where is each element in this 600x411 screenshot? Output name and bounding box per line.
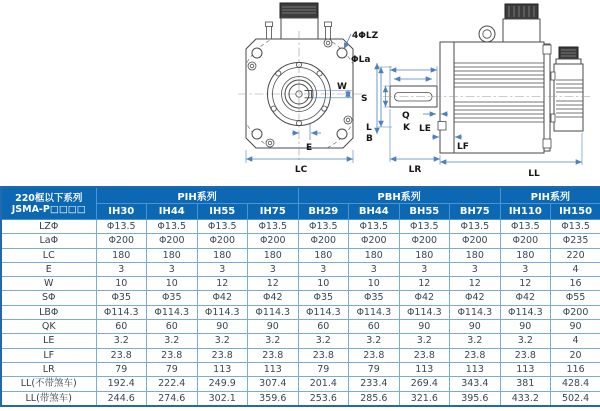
cell: Φ13.5 — [349, 220, 400, 234]
cell: 23.8 — [96, 348, 147, 362]
cell: Φ13.5 — [197, 220, 248, 234]
table-row — [1, 234, 600, 248]
dim-label-lf: LF — [457, 142, 469, 152]
table-row — [1, 320, 600, 334]
cell: 3.2 — [399, 334, 450, 348]
cell: 60 — [96, 320, 147, 334]
cell: Φ114.3 — [399, 305, 450, 319]
cell: 23.8 — [500, 348, 551, 362]
front-connector — [266, 3, 332, 39]
cell: 16 — [551, 277, 600, 291]
cell: Φ114.3 — [500, 305, 551, 319]
cell: 23.8 — [298, 348, 349, 362]
cell: 90 — [500, 320, 551, 334]
cell: Φ13.5 — [96, 220, 147, 234]
cell: 10 — [298, 277, 349, 291]
table-row — [1, 348, 600, 362]
row-label: LC — [1, 248, 96, 262]
cell: Φ13.5 — [450, 220, 501, 234]
cell: Φ42 — [450, 291, 501, 305]
cell: Φ235 — [551, 234, 600, 248]
table-row — [1, 277, 600, 291]
cell: Φ13.5 — [551, 220, 600, 234]
cell: 116 — [551, 362, 600, 376]
dim-label-4philz: 4ΦLZ — [352, 31, 379, 41]
column-group-header: PBH系列 — [298, 187, 500, 204]
dim-label-q: Q — [402, 111, 410, 121]
cell: 12 — [197, 277, 248, 291]
cell: 3.2 — [500, 334, 551, 348]
cell: 12 — [399, 277, 450, 291]
cell: Φ200 — [450, 234, 501, 248]
cell: 269.4 — [399, 377, 450, 391]
encoder-section — [551, 47, 583, 131]
cell: 3.2 — [248, 334, 299, 348]
cell: Φ55 — [551, 291, 600, 305]
column-header: BH44 — [349, 204, 400, 220]
cell: 244.6 — [96, 391, 147, 406]
table-row — [1, 305, 600, 319]
cell: Φ114.3 — [96, 305, 147, 319]
cell: Φ35 — [349, 291, 400, 305]
cell: Φ200 — [551, 305, 600, 319]
cell: 321.6 — [399, 391, 450, 406]
mounting-hole — [337, 129, 347, 139]
cell: 79 — [96, 362, 147, 376]
cell: 60 — [298, 320, 349, 334]
cell: 180 — [248, 248, 299, 262]
cell: Φ35 — [298, 291, 349, 305]
cell: 90 — [551, 320, 600, 334]
dim-label-l: L — [366, 123, 372, 133]
cell: 12 — [450, 277, 501, 291]
dim-label-lc: LC — [294, 165, 308, 175]
cell: 428.4 — [551, 377, 600, 391]
cell: 90 — [197, 320, 248, 334]
cell: 79 — [298, 362, 349, 376]
cell: 23.8 — [147, 348, 198, 362]
column-group-header: PIH系列 — [96, 187, 298, 204]
cell: 23.8 — [197, 348, 248, 362]
table-row — [1, 291, 600, 305]
cell: 180 — [197, 248, 248, 262]
column-header: IH110 — [500, 204, 551, 220]
cell: Φ42 — [399, 291, 450, 305]
cell: 180 — [450, 248, 501, 262]
table-row — [1, 391, 600, 406]
table-row — [1, 334, 600, 348]
cell: 12 — [248, 277, 299, 291]
cell: 23.8 — [248, 348, 299, 362]
cell: 113 — [450, 362, 501, 376]
eyebolt — [479, 26, 495, 42]
cell: Φ114.3 — [298, 305, 349, 319]
cell: 395.6 — [450, 391, 501, 406]
cell: 113 — [399, 362, 450, 376]
mounting-hole — [252, 48, 262, 58]
dim-label-ll: LL — [528, 169, 540, 179]
cell: 307.4 — [248, 377, 299, 391]
row-label: W — [1, 277, 96, 291]
column-header: IH30 — [96, 204, 147, 220]
cell: 90 — [450, 320, 501, 334]
cell: 3.2 — [349, 334, 400, 348]
row-label: LR — [1, 362, 96, 376]
row-label: LaΦ — [1, 234, 96, 248]
cell: 3 — [298, 262, 349, 276]
row-label: QK — [1, 320, 96, 334]
cell: Φ114.3 — [248, 305, 299, 319]
cell: 79 — [349, 362, 400, 376]
cell: 90 — [399, 320, 450, 334]
row-label: LF — [1, 348, 96, 362]
dim-label-lr: LR — [408, 165, 422, 175]
cell: Φ42 — [500, 291, 551, 305]
cell: 23.8 — [399, 348, 450, 362]
drawing-side-view — [383, 4, 592, 153]
cell: Φ200 — [96, 234, 147, 248]
cell: 381 — [500, 377, 551, 391]
cell: 201.4 — [298, 377, 349, 391]
cell: Φ35 — [147, 291, 198, 305]
cell: 20 — [551, 348, 600, 362]
mounting-hole — [252, 129, 262, 139]
cell: 433.2 — [500, 391, 551, 406]
dim-label-s: S — [361, 94, 368, 104]
cell: 3.2 — [298, 334, 349, 348]
cell: Φ200 — [399, 234, 450, 248]
cell: 10 — [349, 277, 400, 291]
cell: 10 — [147, 277, 198, 291]
cell: Φ13.5 — [500, 220, 551, 234]
row-label: LL(带煞车) — [1, 391, 96, 406]
cell: 302.1 — [197, 391, 248, 406]
technical-drawing — [0, 0, 600, 186]
column-header: IH44 — [147, 204, 198, 220]
column-group-header: PIH系列 — [500, 187, 600, 204]
cell: 60 — [349, 320, 400, 334]
cell: 3.2 — [147, 334, 198, 348]
cell: Φ13.5 — [248, 220, 299, 234]
cell: 3 — [248, 262, 299, 276]
cell: 79 — [147, 362, 198, 376]
cell: Φ114.3 — [197, 305, 248, 319]
side-connector — [503, 4, 540, 42]
cell: 60 — [147, 320, 198, 334]
cell: 3 — [500, 262, 551, 276]
table-corner-header — [1, 187, 96, 220]
cell: Φ35 — [96, 291, 147, 305]
row-label: LBΦ — [1, 305, 96, 319]
column-header: BH75 — [450, 204, 501, 220]
cell: 3.2 — [96, 334, 147, 348]
column-header: BH29 — [298, 204, 349, 220]
dim-label-w: W — [337, 82, 347, 92]
cell: 343.4 — [450, 377, 501, 391]
cell: Φ13.5 — [147, 220, 198, 234]
cell: 192.4 — [96, 377, 147, 391]
cell: 3 — [450, 262, 501, 276]
cell: 3 — [96, 262, 147, 276]
cell: 4 — [551, 334, 600, 348]
cell: 180 — [147, 248, 198, 262]
row-label: LL(不带煞车) — [1, 377, 96, 391]
cell: 113 — [248, 362, 299, 376]
dim-label-e: E — [306, 143, 313, 153]
dim-label-k: K — [403, 123, 410, 133]
cell: Φ114.3 — [349, 305, 400, 319]
cell: Φ13.5 — [298, 220, 349, 234]
cell: 4 — [551, 262, 600, 276]
cell: 233.4 — [349, 377, 400, 391]
cell: 3 — [147, 262, 198, 276]
cell: 253.6 — [298, 391, 349, 406]
row-label: LZΦ — [1, 220, 96, 234]
table-row — [1, 220, 600, 234]
cell: 359.6 — [248, 391, 299, 406]
cell: Φ13.5 — [399, 220, 450, 234]
cell: 222.4 — [147, 377, 198, 391]
cell: Φ42 — [197, 291, 248, 305]
dimension-table — [0, 186, 600, 407]
row-label: SΦ — [1, 291, 96, 305]
corner-header-line: 220框以下系列 — [15, 192, 83, 204]
dim-label-b: B — [366, 134, 373, 144]
table-row — [1, 262, 600, 276]
cell: 3.2 — [450, 334, 501, 348]
cell: 180 — [500, 248, 551, 262]
cell: 23.8 — [450, 348, 501, 362]
cell: 285.6 — [349, 391, 400, 406]
cell: 274.6 — [147, 391, 198, 406]
dim-label-le: LE — [419, 124, 431, 134]
cell: Φ200 — [298, 234, 349, 248]
cell: 502.4 — [551, 391, 600, 406]
cell: 90 — [248, 320, 299, 334]
cell: Φ200 — [147, 234, 198, 248]
column-header: IH75 — [248, 204, 299, 220]
cell: Φ200 — [197, 234, 248, 248]
front-flange — [246, 39, 353, 148]
cell: 180 — [349, 248, 400, 262]
cell: Φ42 — [248, 291, 299, 305]
cell: Φ114.3 — [147, 305, 198, 319]
cell: 3 — [349, 262, 400, 276]
motor-body — [454, 42, 544, 153]
cell: 12 — [500, 277, 551, 291]
cell: Φ200 — [248, 234, 299, 248]
cell: 113 — [197, 362, 248, 376]
cell: 180 — [96, 248, 147, 262]
column-header: IH55 — [197, 204, 248, 220]
side-flange — [440, 42, 454, 153]
cell: 180 — [399, 248, 450, 262]
cell: 220 — [551, 248, 600, 262]
row-label: E — [1, 262, 96, 276]
table-row — [1, 248, 600, 262]
cell: 180 — [298, 248, 349, 262]
cell: Φ200 — [500, 234, 551, 248]
cell: 3 — [399, 262, 450, 276]
cell: 10 — [96, 277, 147, 291]
cell: 23.8 — [349, 348, 400, 362]
column-header: BH55 — [399, 204, 450, 220]
column-header: IH150 — [551, 204, 600, 220]
row-label: LE — [1, 334, 96, 348]
cell: Φ200 — [349, 234, 400, 248]
cell: 3.2 — [197, 334, 248, 348]
cell: Φ114.3 — [450, 305, 501, 319]
mounting-hole — [337, 48, 347, 58]
cell: 113 — [500, 362, 551, 376]
cell: 249.9 — [197, 377, 248, 391]
dim-label-phila: ΦLa — [351, 55, 371, 65]
corner-header-line: JSMA-P□□□□ — [11, 203, 86, 215]
table-row — [1, 377, 600, 391]
table-header-row — [1, 187, 600, 204]
table-row — [1, 362, 600, 376]
cell: 3 — [197, 262, 248, 276]
